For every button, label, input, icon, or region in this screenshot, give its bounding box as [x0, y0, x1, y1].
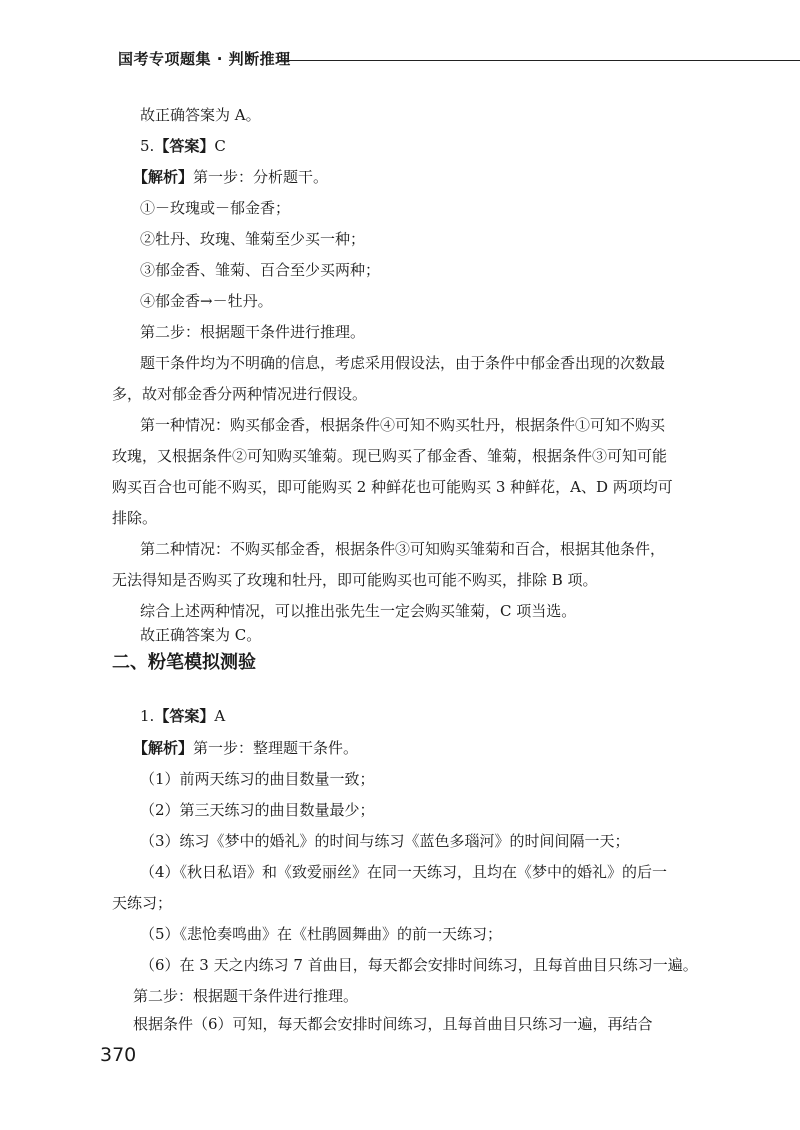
paragraph-2-line-1: 第一种情况：购买郁金香，根据条件④可知不购买牡丹，根据条件①可知不购买: [140, 416, 666, 434]
paragraph-4: 综合上述两种情况，可以推出张先生一定会购买雏菊，C 项当选。: [140, 602, 577, 620]
section-heading: 二、粉笔模拟测验: [112, 652, 256, 673]
step-2: 第二步：根据题干条件进行推理。: [140, 323, 366, 341]
paragraph-3-line-2: 无法得知是否购买了玫瑰和牡丹，即可能购买也可能不购买，排除 B 项。: [112, 571, 598, 589]
condition-4-line-1: （4）《秋日私语》和《致爱丽丝》在同一天练习，且均在《梦中的婚礼》的后一: [140, 863, 668, 881]
condition-1: ①－玫瑰或－郁金香；: [140, 199, 291, 217]
answer-value: A: [214, 707, 226, 725]
analysis-label: 【解析】: [133, 168, 194, 186]
answer-number: 5.: [140, 137, 155, 155]
paragraph-2-line-4: 排除。: [112, 509, 158, 527]
conclusion-c: 故正确答案为 C。: [140, 626, 262, 644]
paragraph-1-line-1: 题干条件均为不明确的信息，考虑采用假设法，由于条件中郁金香出现的次数最: [140, 354, 666, 372]
header-title: 国考专项题集 · 判断推理: [118, 50, 291, 68]
running-header: [118, 44, 718, 74]
condition-2: ②牡丹、玫瑰、雏菊至少买一种；: [140, 230, 366, 248]
analysis-step1: 第一步：分析题干。: [193, 168, 329, 186]
answer-1: [140, 706, 225, 726]
paragraph-2-line-3: 购买百合也可能不购买，即可能购买 2 种鲜花也可能购买 3 种鲜花，A、D 两项均可: [112, 478, 673, 496]
paragraph-3-line-1: 第二种情况：不购买郁金香，根据条件③可知购买雏菊和百合，根据其他条件，: [140, 540, 666, 558]
page-number: 370: [100, 1044, 137, 1066]
condition-3: （3）练习《梦中的婚礼》的时间与练习《蓝色多瑙河》的时间间隔一天；: [140, 832, 630, 850]
answer-value: C: [214, 137, 226, 155]
condition-5: （5）《悲怆奏鸣曲》在《杜鹃圆舞曲》的前一天练习；: [140, 925, 503, 943]
paragraph-2-line-2: 玫瑰，又根据条件②可知购买雏菊。现已购买了郁金香、雏菊，根据条件③可知可能: [112, 447, 668, 465]
answer-label: 【答案】: [154, 137, 215, 155]
condition-6: （6）在 3 天之内练习 7 首曲目，每天都会安排时间练习，且每首曲目只练习一遍。: [140, 956, 698, 974]
condition-4: ④郁金香→－牡丹。: [140, 292, 273, 310]
answer-label: 【答案】: [154, 707, 215, 725]
last-line: 根据条件（6）可知，每天都会安排时间练习，且每首曲目只练习一遍，再结合: [133, 1015, 653, 1033]
condition-3: ③郁金香、雏菊、百合至少买两种；: [140, 261, 381, 279]
answer-number: 1.: [140, 707, 155, 725]
analysis-label: 【解析】: [133, 739, 194, 757]
condition-1: （1）前两天练习的曲目数量一致；: [140, 770, 375, 788]
analysis-line: [133, 167, 328, 187]
condition-4-line-2: 天练习；: [112, 894, 173, 912]
conclusion-a: 故正确答案为 A。: [140, 106, 261, 124]
answer-5: [140, 136, 226, 156]
condition-2: （2）第三天练习的曲目数量最少；: [140, 801, 375, 819]
analysis-line: [133, 738, 358, 758]
step-2: 第二步：根据题干条件进行推理。: [133, 987, 359, 1005]
analysis-step1: 第一步：整理题干条件。: [193, 739, 359, 757]
header-rule: [278, 60, 800, 61]
paragraph-1-line-2: 多，故对郁金香分两种情况进行假设。: [112, 385, 368, 403]
